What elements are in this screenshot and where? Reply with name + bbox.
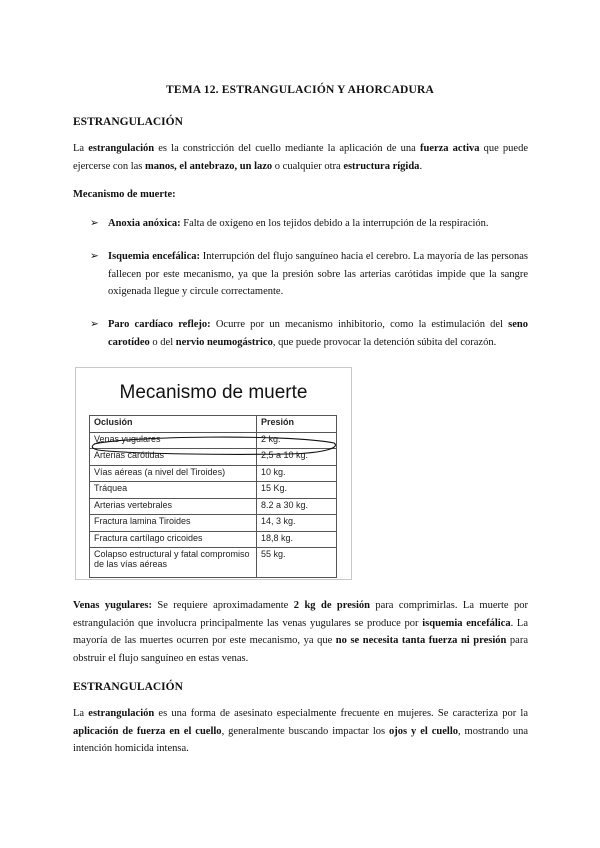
cell-oclusion: Fractura cartílago cricoides xyxy=(90,531,257,548)
table-row xyxy=(90,548,337,578)
cell-presion: 2,5 a 10 kg. xyxy=(257,449,337,466)
cell-presion: 14, 3 kg. xyxy=(257,515,337,532)
cell-oclusion: Colapso estructural y fatal compromiso de las vías aéreas xyxy=(90,548,257,578)
section-heading-estrangulacion: ESTRANGULACIÓN xyxy=(73,116,183,128)
table-row xyxy=(90,515,337,532)
cell-presion: 18,8 kg. xyxy=(257,531,337,548)
cell-oclusion: Arterias carótidas xyxy=(90,449,257,466)
bullet-paro: Paro cardíaco reflejo: Ocurre por un mecanismo inhibitorio, como la estimulación del seno carotídeo o del nervio neumogástrico, que puede provocar la detención súbita del corazón. xyxy=(108,319,529,348)
cell-presion: 8.2 a 30 kg. xyxy=(257,498,337,515)
hand-drawn-ellipse-highlight xyxy=(88,435,340,455)
column-header-oclusion: Oclusión xyxy=(90,416,257,433)
cell-presion: 55 kg. xyxy=(257,548,337,578)
cell-presion: 10 kg. xyxy=(257,465,337,482)
table-row xyxy=(90,482,337,499)
mechanism-heading: Mecanismo de muerte: xyxy=(73,189,176,200)
table-row xyxy=(90,531,337,548)
arrow-bullet-icon: ➢ xyxy=(90,251,99,262)
column-header-presion: Presión xyxy=(257,416,337,433)
table-header-row xyxy=(90,416,337,433)
page-title: TEMA 12. ESTRANGULACIÓN Y AHORCADURA xyxy=(166,84,434,96)
figure-title: Mecanismo de muerte xyxy=(119,382,308,403)
cell-presion: 15 Kg. xyxy=(257,482,337,499)
venas-yugulares-paragraph: Venas yugulares: Se requiere aproximadamente 2 kg de presión para comprimirlas. La muerte por estrangulación que involucra principalmente las venas yugulares se produce por isquemia encefálica. La mayoría de las muertes ocurren por este mecanismo, ya que no se necesita tanta fuerza ni presión para obstruir el flujo sanguíneo en estas venas. xyxy=(73,600,529,664)
cell-oclusion: Arterias vertebrales xyxy=(90,498,257,515)
cell-presion: 2 kg. xyxy=(257,432,337,449)
cell-oclusion: Fractura lamina Tiroides xyxy=(90,515,257,532)
cell-oclusion: Venas yugulares xyxy=(90,432,257,449)
arrow-bullet-icon: ➢ xyxy=(90,218,99,229)
estrangulacion-paragraph-2: La estrangulación es una forma de asesinato especialmente frecuente en mujeres. Se caracteriza por la aplicación de fuerza en el cuello, generalmente buscando impactar los ojos y el cuello, mostrando una intención homicida intensa. xyxy=(73,708,528,754)
definition-paragraph: La estrangulación es la constricción del cuello mediante la aplicación de una fuerza activa que puede ejercerse con las manos, el antebrazo, un lazo o cualquier otra estructura rígida. xyxy=(73,143,529,172)
cell-oclusion: Vías aéreas (a nivel del Tiroides) xyxy=(90,465,257,482)
table-row xyxy=(90,465,337,482)
bullet-isquemia: Isquemia encefálica: Interrupción del flujo sanguíneo hacia el cerebro. La mayoría de las personas fallecen por este mecanismo, ya que la presión sobre las arterias carótidas impide que la sangre oxigenada llegue y circule correctamente. xyxy=(108,251,528,297)
mechanism-table-figure xyxy=(75,367,352,580)
section-heading-estrangulacion-2: ESTRANGULACIÓN xyxy=(73,681,183,693)
table-row xyxy=(90,498,337,515)
cell-oclusion: Tráquea xyxy=(90,482,257,499)
bullet-anoxia: Anoxia anóxica: Falta de oxígeno en los tejidos debido a la interrupción de la respiración. xyxy=(108,218,489,229)
arrow-bullet-icon: ➢ xyxy=(90,319,99,330)
